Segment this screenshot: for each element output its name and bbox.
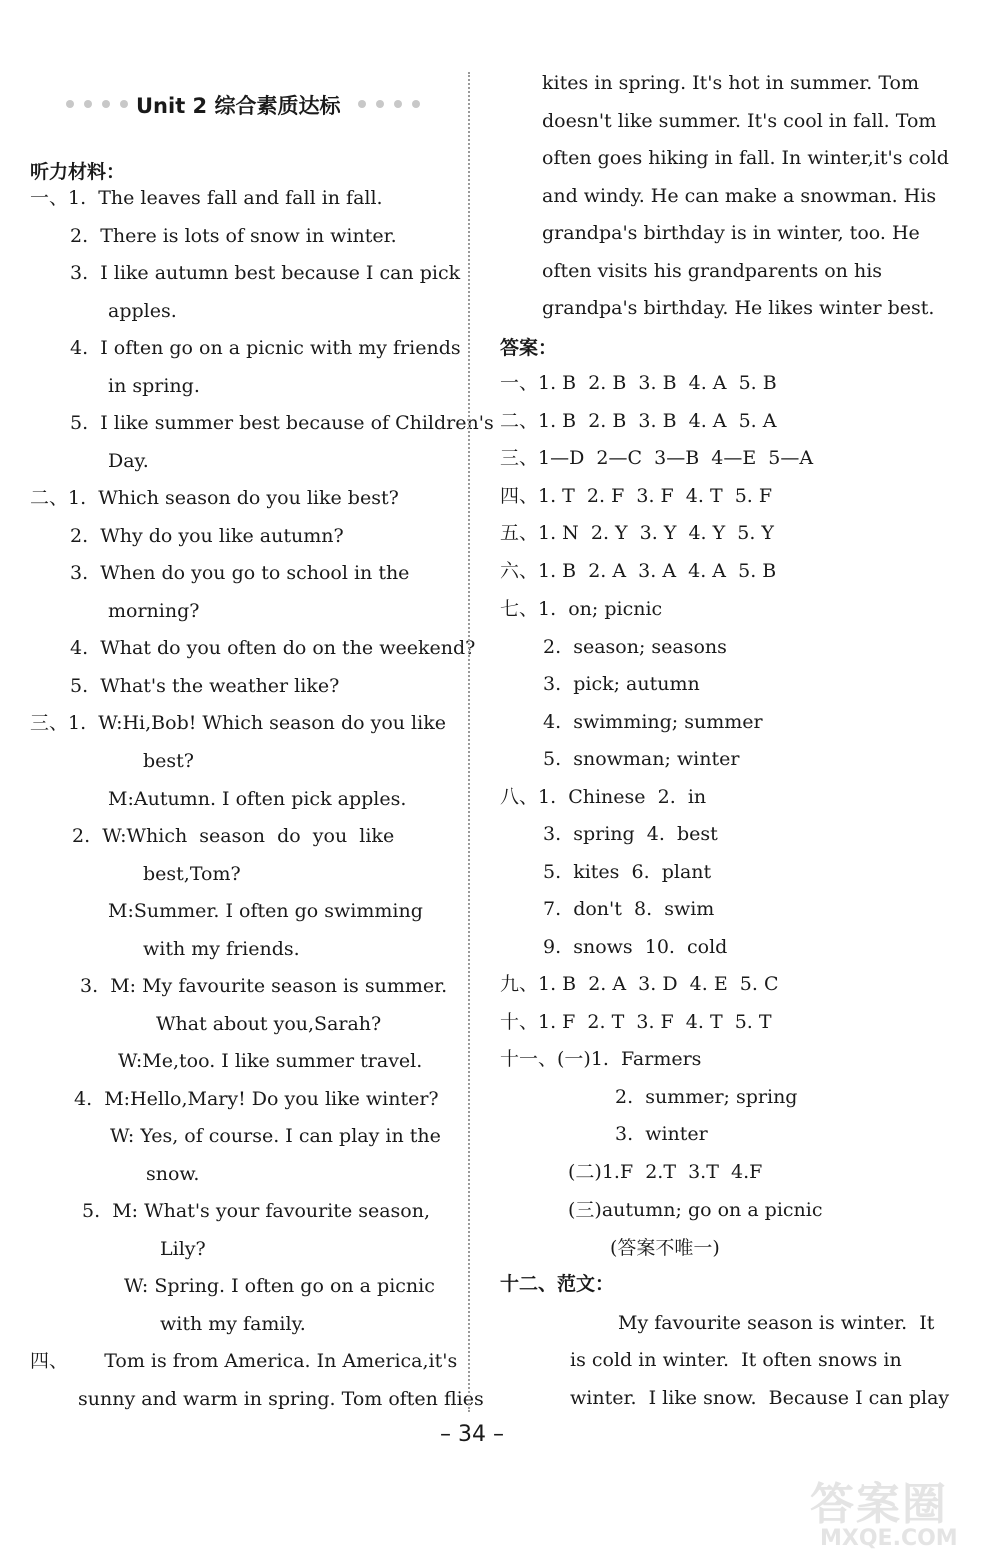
text-line: 3. I like autumn best because I can pick	[70, 262, 461, 284]
text-line: often goes hiking in fall. In winter,it's cold	[542, 147, 949, 169]
text-line: W:Me,too. I like summer travel.	[118, 1050, 423, 1072]
text-line: 十二、范文：	[500, 1273, 615, 1295]
text-line: 3. pick; autumn	[543, 673, 700, 695]
text-line: grandpa's birthday. He likes winter best.	[542, 297, 935, 319]
text-line: 听力材料：	[30, 161, 126, 183]
text-line: with my family.	[160, 1313, 306, 1335]
text-line: Lily?	[160, 1238, 206, 1260]
text-line: 2. summer; spring	[615, 1086, 798, 1108]
text-line: What about you,Sarah?	[156, 1013, 382, 1035]
text-line: W: Spring. I often go on a picnic	[124, 1275, 435, 1297]
text-line: 四、 Tom is from America. In America,it's	[30, 1350, 458, 1372]
text-line: My favourite season is winter. It	[618, 1312, 935, 1334]
text-line: 三、1—D 2—C 3—B 4—E 5—A	[500, 447, 814, 469]
text-line: sunny and warm in spring. Tom often flies	[78, 1388, 484, 1410]
text-line: 5. What's the weather like?	[70, 675, 340, 697]
text-line: 十、1. F 2. T 3. F 4. T 5. T	[500, 1011, 772, 1033]
text-line: kites in spring. It's hot in summer. Tom	[542, 72, 920, 94]
text-line: M:Summer. I often go swimming	[108, 900, 423, 922]
text-line: (三)autumn; go on a picnic	[568, 1199, 823, 1221]
unit-title-banner	[60, 90, 420, 118]
text-line: 2. Why do you like autumn?	[70, 525, 344, 547]
text-line: 三、1. W:Hi,Bob! Which season do you like	[30, 712, 446, 734]
text-line: 答案：	[500, 337, 558, 359]
text-line: best,Tom?	[143, 863, 241, 885]
text-line: 5. snowman; winter	[543, 748, 740, 770]
text-line: 3. M: My favourite season is summer.	[80, 975, 448, 997]
dot-ornament	[376, 100, 384, 108]
text-line: W: Yes, of course. I can play in the	[110, 1125, 441, 1147]
text-line: 5. kites 6. plant	[543, 861, 712, 883]
dot-ornament	[120, 100, 128, 108]
text-line: 十一、(一)1. Farmers	[500, 1048, 702, 1070]
text-line: 六、1. B 2. A 3. A 4. A 5. B	[500, 560, 777, 582]
column-divider	[468, 72, 470, 1412]
text-line: 一、1. B 2. B 3. B 4. A 5. B	[500, 372, 777, 394]
text-line: grandpa's birthday is in winter, too. He	[542, 222, 920, 244]
page-number: – 34 –	[440, 1422, 504, 1447]
text-line: 四、1. T 2. F 3. F 4. T 5. F	[500, 485, 773, 507]
text-line: 3. When do you go to school in the	[70, 562, 410, 584]
text-line: 4. I often go on a picnic with my friends	[70, 337, 461, 359]
text-line: 9. snows 10. cold	[543, 936, 728, 958]
text-line: 7. don't 8. swim	[543, 898, 715, 920]
text-line: is cold in winter. It often snows in	[570, 1349, 902, 1371]
text-line: 5. M: What's your favourite season,	[82, 1200, 431, 1222]
text-line: 八、1. Chinese 2. in	[500, 786, 707, 808]
text-line: 五、1. N 2. Y 3. Y 4. Y 5. Y	[500, 522, 774, 544]
text-line: 2. W:Which season do you like	[72, 825, 395, 847]
text-line: morning?	[108, 600, 200, 622]
text-line: 七、1. on; picnic	[500, 598, 663, 620]
dot-ornament	[412, 100, 420, 108]
watermark-logo	[800, 1468, 990, 1558]
text-line: often visits his grandparents on his	[542, 260, 883, 282]
text-line: 二、1. Which season do you like best?	[30, 487, 399, 509]
dot-ornament	[66, 100, 74, 108]
text-line: winter. I like snow. Because I can play	[570, 1387, 950, 1409]
text-line: apples.	[108, 300, 177, 322]
text-line: 一、1. The leaves fall and fall in fall.	[30, 187, 383, 209]
text-line: 4. swimming; summer	[543, 711, 763, 733]
text-line: best?	[143, 750, 194, 772]
text-line: 二、1. B 2. B 3. B 4. A 5. A	[500, 410, 777, 432]
text-line: 3. winter	[615, 1123, 708, 1145]
text-line: snow.	[146, 1163, 200, 1185]
watermark-chars: 答案圈	[810, 1479, 948, 1530]
text-line: M:Autumn. I often pick apples.	[108, 788, 407, 810]
text-line: 5. I like summer best because of Children's	[70, 412, 494, 434]
text-line: 九、1. B 2. A 3. D 4. E 5. C	[500, 973, 779, 995]
text-line: 4. What do you often do on the weekend?	[70, 637, 476, 659]
dot-ornament	[84, 100, 92, 108]
watermark-url: MXQE.COM	[820, 1526, 958, 1551]
text-line: 2. season; seasons	[543, 636, 727, 658]
text-line: 2. There is lots of snow in winter.	[70, 225, 397, 247]
text-line: with my friends.	[143, 938, 300, 960]
unit-title: Unit 2 综合素质达标	[136, 94, 341, 118]
text-line: 4. M:Hello,Mary! Do you like winter?	[74, 1088, 439, 1110]
dot-ornament	[102, 100, 110, 108]
text-line: in spring.	[108, 375, 200, 397]
text-line: 3. spring 4. best	[543, 823, 718, 845]
text-line: (二)1.F 2.T 3.T 4.F	[568, 1161, 763, 1183]
text-line: (答案不唯一)	[610, 1237, 720, 1259]
text-line: and windy. He can make a snowman. His	[542, 185, 937, 207]
dot-ornament	[358, 100, 366, 108]
text-line: doesn't like summer. It's cool in fall. Tom	[542, 110, 937, 132]
text-line: Day.	[108, 450, 149, 472]
dot-ornament	[394, 100, 402, 108]
